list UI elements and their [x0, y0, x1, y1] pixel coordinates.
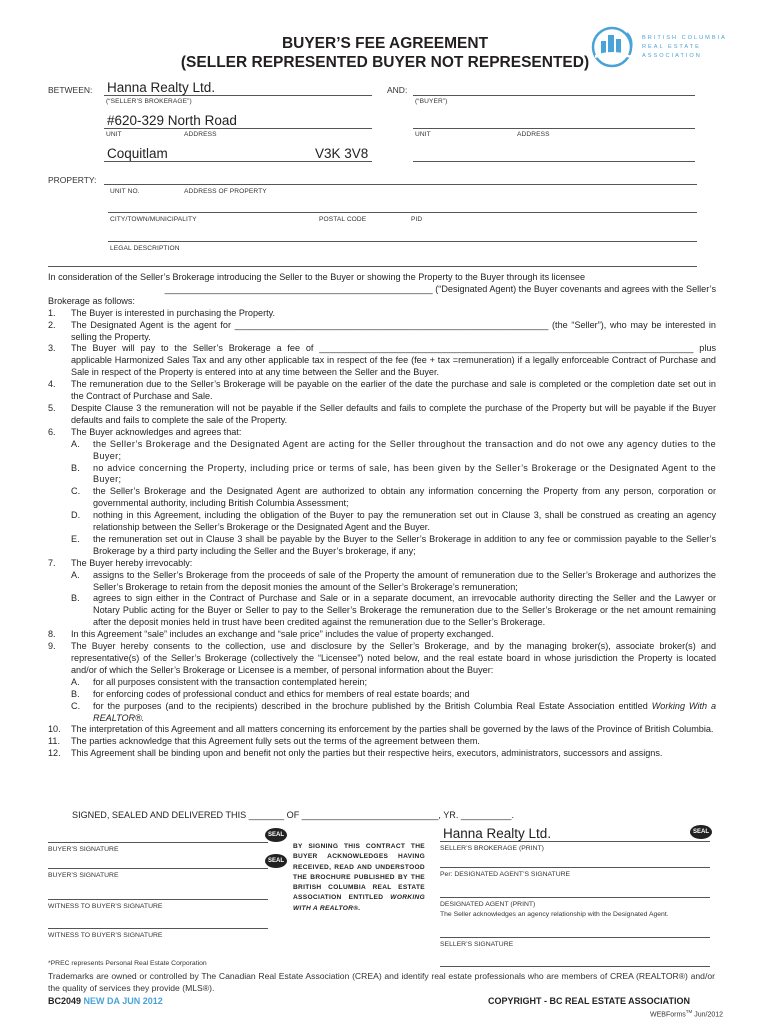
clause-4: 4. The remuneration due to the Seller’s Brokerage will be payable on the earlier of the date the purchase and sale is completed or the completion date set out in the Contract of Purchase and Sale. — [48, 379, 716, 402]
clause-7b: B. agrees to sign either in the Contract of Purchase and Sale or in a separate document, an irrevocable authority directing the Seller and the Lawyer or Notary Public acting for the Buyer or Seller to pay to the Seller’s Brokerage the remuneration due to the Seller’s Brokerage or the net amount remaining after the deposit monies held in trust have been credited against the remuneration due to the Seller’s Brokerage. — [71, 593, 716, 628]
clause-6e: E. the remuneration set out in Clause 3 shall be payable by the Buyer to the Seller’s Brokerage in addition to any fee or commission payable to the Seller’s Brokerage by a third party including the Seller and the Buyer’s brokerage, if any; — [71, 533, 716, 556]
address-caption: ADDRESS — [184, 131, 217, 138]
brokerage-print-caption: SELLER’S BROKERAGE (PRINT) — [440, 845, 544, 852]
clause-9b: B. for enforcing codes of professional conduct and ethics for members of real estate boards; and — [71, 688, 470, 699]
agent-signature-caption: Per: DESIGNATED AGENT’S SIGNATURE — [440, 871, 571, 878]
logo-text-1: BRITISH COLUMBIA — [642, 35, 727, 41]
agent-signature-field[interactable] — [440, 867, 710, 868]
witness-caption-1: WITNESS TO BUYER’S SIGNATURE — [48, 903, 163, 910]
brokerage-print-line — [440, 841, 710, 842]
pid-caption: PID — [411, 216, 423, 223]
form-title: BUYER’S FEE AGREEMENT — [281, 35, 489, 52]
buyer-signature-field-2[interactable] — [48, 868, 268, 869]
form-code: BC2049 NEW DA JUN 2012 — [48, 996, 163, 1006]
clause-7a: A. assigns to the Seller’s Brokerage from the proceeds of sale of the Property the amount of remuneration due to the Seller’s Brokerage and authorizes the Seller’s Brokerage to retain from the deposit monies the amount of the Seller’s Brokerage’s remuneration; — [71, 569, 716, 592]
intro-line-2: _____________________________________________________ (“Designated Agent) the Buyer covenants and agrees with the Seller’s — [164, 283, 716, 294]
buyer-city-field[interactable] — [413, 161, 695, 162]
clause-10: 10. The interpretation of this Agreement and all matters concerning its enforcement by the parties shall be governed by the laws of the Province of British Columbia. — [48, 724, 714, 735]
seller-brokerage-line — [104, 95, 372, 96]
agency-acknowledgement: The Seller acknowledges an agency relationship with the Designated Agent. — [440, 911, 669, 918]
brochure-notice: BY SIGNING THIS CONTRACT THE BUYER ACKNOWLEDGES HAVING RECEIVED, READ AND UNDERSTOOD THE BROCHURE PUBLISHED BY THE BRITISH COLUMBIA REAL ESTATE ASSOCIATION ENTITLED WORKING WITH A REALTOR®. — [293, 843, 425, 912]
logo-text-3: ASSOCIATION — [642, 53, 702, 59]
clause-11: 11. The parties acknowledge that this Agreement fully sets out the terms of the agreement between them. — [48, 736, 480, 747]
clause-6b: B. no advice concerning the Property, including price or terms of sale, has been given by the Seller’s Brokerage or the Designated Agent to the Buyer; — [71, 462, 716, 485]
legal-description-field-2[interactable] — [48, 266, 697, 267]
seller-signature-field[interactable] — [440, 937, 710, 938]
agreement-body — [48, 272, 716, 760]
trademark-notice: Trademarks are owned or controlled by The Canadian Real Estate Association (CREA) and identify real estate professionals who are members of CREA (REALTOR®) and/or the quality of services they provide (MLS®). — [48, 971, 715, 993]
clause-9c: C. for the purposes (and to the recipients) described in the brochure published by the British Columbia Real Estate Association entitled Working With a REALTOR®. — [71, 700, 716, 723]
buyer-unit-caption: UNIT — [415, 131, 431, 138]
clause-6d: D. nothing in this Agreement, including the obligation of the Buyer to pay the remuneration set out in Clause 3, shall be construed as creating an agency relationship between the Seller’s Brokerage or the Designated Agent and the Buyer. — [71, 510, 716, 533]
clause-6c: C. the Seller’s Brokerage and the Designated Agent are authorized to obtain any information concerning the Property from any person, corporation or governmental authority, including British Columbia Assessment; — [71, 486, 716, 509]
seller-postal-value[interactable]: V3K 3V8 — [315, 146, 369, 161]
seller-brokerage-value[interactable]: Hanna Realty Ltd. — [107, 80, 216, 95]
property-city-field[interactable] — [108, 212, 697, 213]
clause-2: 2. The Designated Agent is the agent for ______________________________________________________________ (the “Seller”), who may be interested in selling the Property. — [48, 319, 716, 342]
clause-3: 3. The Buyer will pay to the Seller’s Brokerage a fee of __________________________________________________________________________ plus applicable Harmonized Sales Tax and any other applicable tax in respect of the fee (fee + tax =remuneration) if a legally enforceable Contract of Purchase and Sale in respect of the Property is entered into at any time between the Seller and the Buyer. — [48, 343, 716, 378]
intro-line-3: Brokerage as follows: — [48, 295, 135, 306]
seal-icon-2: SEAL — [265, 854, 287, 868]
seller-city-value[interactable]: Coquitlam — [107, 146, 168, 161]
unit-no-caption: UNIT NO. — [110, 188, 140, 195]
seller-brokerage-caption: (“SELLER’S BROKERAGE”) — [106, 98, 192, 105]
buyer-signature-caption-1: BUYER’S SIGNATURE — [48, 846, 119, 853]
logo-text-2: REAL ESTATE — [642, 44, 701, 50]
legal-description-field[interactable] — [108, 241, 697, 242]
buyer-signature-field-1[interactable] — [48, 842, 268, 843]
between-label: BETWEEN: — [48, 85, 93, 95]
seal-icon-3: SEAL — [690, 825, 712, 839]
unit-caption: UNIT — [106, 131, 122, 138]
clause-5: 5. Despite Clause 3 the remuneration will not be payable if the Seller defaults and fails to complete the purchase of the Property but will be payable if the Buyer defaults and fails to complete the sale of the Property. — [48, 402, 716, 425]
property-address-field[interactable] — [104, 184, 697, 185]
and-label: AND: — [387, 85, 408, 95]
agent-print-caption: DESIGNATED AGENT (PRINT) — [440, 901, 536, 908]
witness-caption-2: WITNESS TO BUYER’S SIGNATURE — [48, 932, 163, 939]
seller-signature-field-2[interactable] — [440, 966, 710, 967]
seal-icon-1: SEAL — [265, 828, 287, 842]
buyer-name-field[interactable] — [413, 95, 695, 96]
property-address-caption: ADDRESS OF PROPERTY — [184, 188, 267, 195]
signed-sealed-line: SIGNED, SEALED AND DELIVERED THIS _______ OF ___________________________, YR. __________. — [72, 810, 515, 820]
clause-9a: A. for all purposes consistent with the transaction contemplated herein; — [71, 676, 367, 687]
seller-address-value[interactable]: #620-329 North Road — [107, 113, 237, 128]
prec-note: *PREC represents Personal Real Estate Corporation — [48, 960, 207, 967]
webforms-mark: WEBForms™ Jun/2012 — [650, 1009, 724, 1019]
seller-signature-caption: SELLER’S SIGNATURE — [440, 941, 514, 948]
buyer-address-caption: ADDRESS — [517, 131, 550, 138]
agent-print-field[interactable] — [440, 897, 710, 898]
seller-city-line — [104, 161, 372, 162]
buyer-address-field[interactable] — [413, 128, 695, 129]
clause-6a: A. the Seller’s Brokerage and the Designated Agent are acting for the Seller throughout the transaction and do not owe any agency duties to the Buyer; — [71, 438, 716, 461]
postal-caption: POSTAL CODE — [319, 216, 367, 223]
seller-address-line — [104, 128, 372, 129]
clause-1: 1. The Buyer is interested in purchasing the Property. — [48, 307, 276, 318]
form-subtitle: (SELLER REPRESENTED BUYER NOT REPRESENTED) — [180, 54, 590, 71]
bcrea-logo-icon — [589, 25, 639, 69]
witness-field-2[interactable] — [48, 928, 268, 929]
copyright: COPYRIGHT - BC REAL ESTATE ASSOCIATION — [488, 996, 691, 1006]
clause-7: 7. The Buyer hereby irrevocably: — [48, 557, 193, 568]
clause-12: 12. This Agreement shall be binding upon and benefit not only the parties but their respective heirs, executors, administrators, successors and assigns. — [48, 748, 663, 759]
clause-8: 8. In this Agreement “sale” includes an exchange and “sale price” includes the value of property exchanged. — [48, 629, 494, 640]
buyer-signature-caption-2: BUYER’S SIGNATURE — [48, 872, 119, 879]
clause-9: 9. The Buyer hereby consents to the collection, use and disclosure by the Seller’s Brokerage, and by the managing broker(s), associate broker(s) and representative(s) of the Seller’s Brokerage (collectively the “Licensee”) noted below, and the real estate board in whose jurisdiction the Property is located and/or of which the Seller’s Brokerage or Licensee is a member, of personal information about the Buyer: — [48, 641, 716, 675]
city-caption: CITY/TOWN/MUNICIPALITY — [110, 216, 197, 223]
buyer-caption: (“BUYER”) — [415, 98, 448, 105]
clause-6: 6. The Buyer acknowledges and agrees that: — [48, 426, 242, 437]
intro-line-1: In consideration of the Seller’s Brokerage introducing the Seller to the Buyer or showing the Property to the Buyer through its licensee — [48, 272, 586, 282]
legal-caption: LEGAL DESCRIPTION — [110, 245, 180, 252]
brokerage-print-value[interactable]: Hanna Realty Ltd. — [443, 826, 552, 841]
witness-field-1[interactable] — [48, 899, 268, 900]
property-label: PROPERTY: — [48, 175, 97, 185]
